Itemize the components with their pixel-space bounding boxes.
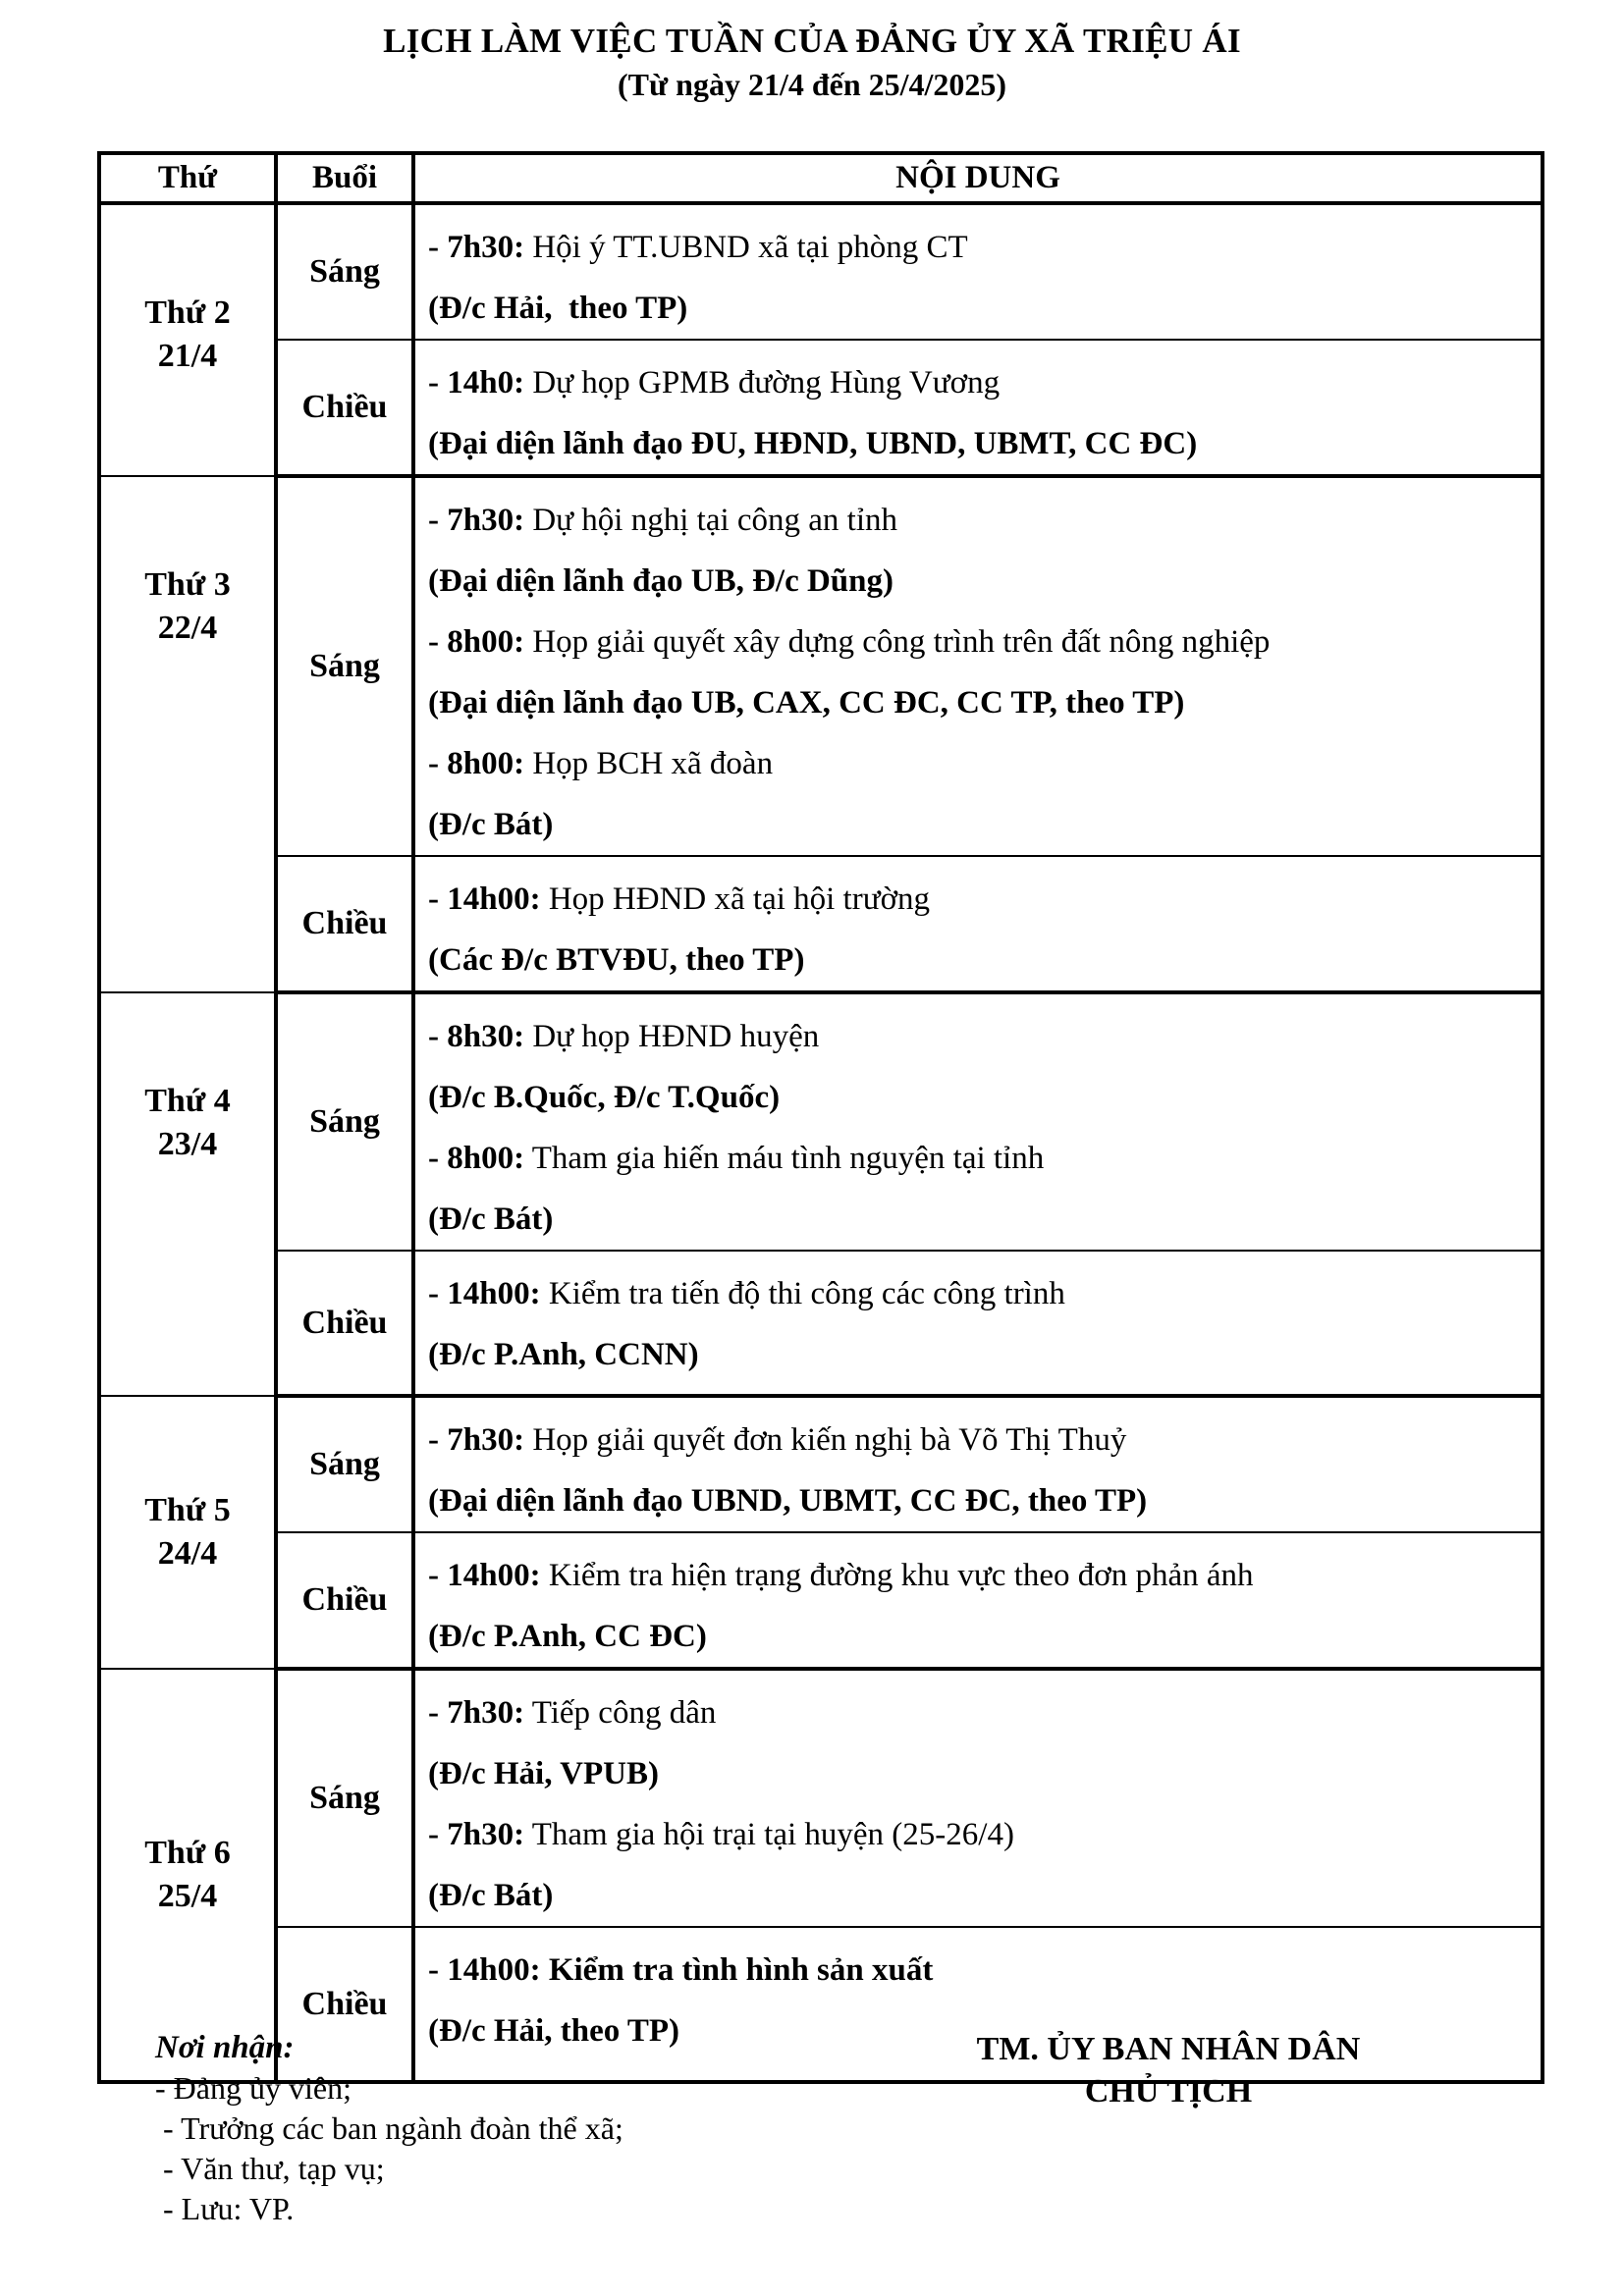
schedule-item: [428, 733, 1541, 855]
day-cell: [99, 1669, 276, 2082]
item-participants: (Đ/c P.Anh, CC ĐC): [428, 1619, 707, 1654]
day-date: 22/4: [157, 610, 218, 646]
item-description: Tiếp công dân: [524, 1695, 717, 1731]
schedule-item: [428, 869, 1541, 990]
item-time: - 8h30:: [428, 1019, 525, 1054]
item-participants: (Đ/c Hải, theo TP): [428, 291, 688, 326]
schedule-item: [428, 1263, 1541, 1385]
item-description: Họp HĐND xã tại hội trường: [540, 881, 931, 917]
table-row: [99, 1251, 1543, 1396]
table-row: [99, 992, 1543, 1251]
day-name: Thứ 6: [144, 1835, 231, 1871]
recipient-item: - Trưởng các ban ngành đoàn thể xã;: [155, 2110, 623, 2146]
item-description: Kiểm tra tiến độ thi công các công trình: [540, 1276, 1065, 1311]
day-cell: [99, 203, 276, 476]
signature-block: [943, 2028, 1394, 2112]
recipient-item: - Đảng ủy viên;: [155, 2070, 352, 2106]
item-time: - 7h30:: [428, 1695, 525, 1731]
schedule-item: [428, 217, 1541, 339]
document-subtitle: (Từ ngày 21/4 đến 25/4/2025): [617, 67, 1007, 102]
item-description: Họp BCH xã đoàn: [524, 746, 774, 781]
signature-line1: TM. ỦY BAN NHÂN DÂN: [976, 2031, 1361, 2067]
day-date: 23/4: [157, 1126, 218, 1162]
schedule-item: [428, 490, 1541, 612]
day-name: Thứ 2: [144, 294, 231, 331]
schedule-item: [428, 1410, 1541, 1531]
content-cell: [413, 992, 1543, 1251]
table-row: [99, 1669, 1543, 1927]
item-participants: (Đ/c Hải, theo TP): [428, 2013, 680, 2049]
session-cell: Chiều: [276, 1532, 413, 1669]
header-day: Thứ: [99, 153, 276, 203]
session-cell: Chiều: [276, 1927, 413, 2082]
day-cell: [99, 992, 276, 1396]
item-time: - 7h30:: [428, 1422, 525, 1458]
item-time: - 14h00:: [428, 1952, 541, 1988]
day-date: 25/4: [157, 1878, 218, 1914]
item-participants: (Đại diện lãnh đạo UB, CAX, CC ĐC, CC TP, theo TP): [428, 685, 1185, 721]
item-time: - 8h00:: [428, 624, 525, 660]
recipient-item: - Lưu: VP.: [155, 2191, 295, 2226]
recipient-item: - Văn thư, tạp vụ;: [155, 2151, 385, 2186]
item-time: - 14h00:: [428, 1558, 541, 1593]
session-cell: Chiều: [276, 1251, 413, 1396]
item-time: - 7h30:: [428, 1817, 525, 1852]
item-description: Họp giải quyết xây dựng công trình trên đất nông nghiệp: [524, 624, 1271, 660]
item-description: Kiểm tra hiện trạng đường khu vực theo đơn phản ánh: [540, 1558, 1254, 1593]
item-description: Dự họp HĐND huyện: [524, 1019, 820, 1054]
session-cell: Chiều: [276, 856, 413, 992]
item-participants: (Đại diện lãnh đạo UBND, UBMT, CC ĐC, theo TP): [428, 1483, 1148, 1519]
table-row: [99, 476, 1543, 856]
item-description: Kiểm tra tình hình sản xuất: [540, 1952, 934, 1988]
schedule-item: [428, 1006, 1541, 1128]
day-name: Thứ 5: [144, 1492, 231, 1528]
schedule-item: [428, 352, 1541, 474]
header-session: Buổi: [276, 153, 413, 203]
content-cell: [413, 340, 1543, 476]
item-time: - 8h00:: [428, 746, 525, 781]
recipients-block: [155, 2028, 623, 2229]
content-cell: [413, 1669, 1543, 1927]
signature-line2: CHỦ TỊCH: [1084, 2073, 1253, 2109]
item-time: - 14h0:: [428, 365, 525, 400]
item-participants: (Đ/c Hải, VPUB): [428, 1756, 659, 1791]
item-description: Họp giải quyết đơn kiến nghị bà Võ Thị Thuỷ: [524, 1422, 1127, 1458]
content-cell: [413, 1251, 1543, 1396]
recipients-label: Nơi nhận:: [155, 2030, 295, 2065]
schedule-item: [428, 612, 1541, 733]
item-description: Dự họp GPMB đường Hùng Vương: [524, 365, 1001, 400]
item-time: - 7h30:: [428, 503, 525, 538]
item-time: - 14h00:: [428, 881, 541, 917]
day-name: Thứ 4: [144, 1083, 231, 1119]
item-time: - 14h00:: [428, 1276, 541, 1311]
content-cell: [413, 203, 1543, 340]
session-cell: Sáng: [276, 203, 413, 340]
day-date: 24/4: [157, 1535, 218, 1572]
item-participants: (Đ/c Bát): [428, 1201, 554, 1237]
session-cell: Sáng: [276, 476, 413, 856]
content-cell: [413, 1396, 1543, 1532]
day-cell: [99, 1396, 276, 1669]
day-cell: [99, 476, 276, 992]
session-cell: Chiều: [276, 340, 413, 476]
item-description: Tham gia hiến máu tình nguyện tại tỉnh: [524, 1141, 1045, 1176]
table-row: [99, 856, 1543, 992]
table-row: [99, 1396, 1543, 1532]
session-cell: Sáng: [276, 1669, 413, 1927]
item-participants: (Đại diện lãnh đạo UB, Đ/c Dũng): [428, 563, 894, 599]
day-date: 21/4: [157, 338, 218, 374]
item-description: Dự hội nghị tại công an tỉnh: [524, 503, 898, 538]
table-header-row: [99, 153, 1543, 203]
content-cell: [413, 476, 1543, 856]
item-participants: (Đ/c P.Anh, CCNN): [428, 1337, 699, 1372]
item-participants: (Đại diện lãnh đạo ĐU, HĐND, UBND, UBMT, CC ĐC): [428, 426, 1198, 461]
table-row: [99, 203, 1543, 340]
item-time: - 7h30:: [428, 230, 525, 265]
session-cell: Sáng: [276, 992, 413, 1251]
table-row: [99, 1532, 1543, 1669]
item-participants: (Đ/c Bát): [428, 807, 554, 842]
header-content: NỘI DUNG: [413, 153, 1543, 203]
item-description: Hội ý TT.UBND xã tại phòng CT: [524, 230, 968, 265]
item-time: - 8h00:: [428, 1141, 525, 1176]
document-title: LỊCH LÀM VIỆC TUẦN CỦA ĐẢNG ỦY XÃ TRIỆU ÁI: [383, 22, 1241, 60]
table-row: [99, 340, 1543, 476]
schedule-item: [428, 1804, 1541, 1926]
day-name: Thứ 3: [144, 566, 231, 603]
item-participants: (Đ/c Bát): [428, 1878, 554, 1913]
schedule-item: [428, 1545, 1541, 1667]
item-description: Tham gia hội trại tại huyện (25-26/4): [524, 1817, 1014, 1852]
session-cell: Sáng: [276, 1396, 413, 1532]
content-cell: [413, 856, 1543, 992]
item-participants: (Các Đ/c BTVĐU, theo TP): [428, 942, 805, 978]
schedule-item: [428, 1128, 1541, 1250]
schedule-table: [97, 151, 1544, 2084]
schedule-item: [428, 1682, 1541, 1804]
item-participants: (Đ/c B.Quốc, Đ/c T.Quốc): [428, 1080, 781, 1115]
content-cell: [413, 1532, 1543, 1669]
